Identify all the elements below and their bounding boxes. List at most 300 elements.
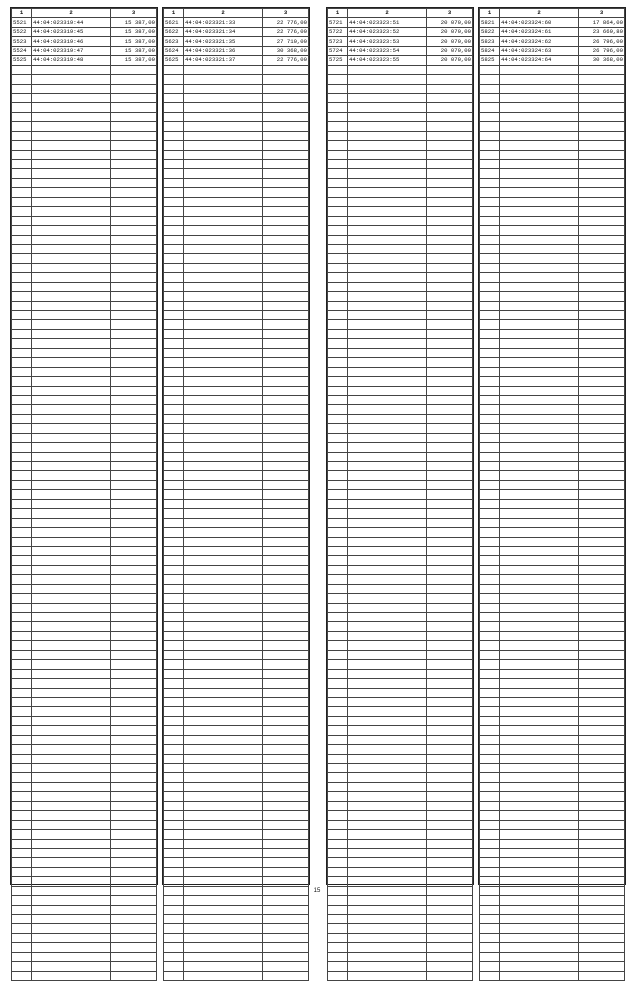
value-cell (427, 660, 473, 669)
register-column-3 (326, 7, 474, 885)
row-number-cell (12, 443, 32, 452)
row-number-cell (164, 782, 184, 791)
cadastral-number-cell (32, 65, 111, 74)
row-number-cell (328, 178, 348, 187)
cadastral-number-cell (184, 782, 263, 791)
cadastral-number-cell (184, 745, 263, 754)
value-cell (579, 480, 625, 489)
table-row (12, 188, 157, 197)
row-number-cell (480, 339, 500, 348)
cadastral-number-cell (32, 933, 111, 942)
value-cell (579, 905, 625, 914)
row-number-cell (328, 197, 348, 206)
table-row (164, 433, 309, 442)
table-row (164, 971, 309, 980)
cadastral-number-cell (500, 480, 579, 489)
cadastral-number-cell (32, 528, 111, 537)
cadastral-number-cell (32, 858, 111, 867)
value-cell (579, 603, 625, 612)
table-row (164, 679, 309, 688)
row-number-cell (328, 726, 348, 735)
row-number-cell (480, 112, 500, 121)
cadastral-number-cell (348, 764, 427, 773)
table-row (480, 556, 625, 565)
value-cell (263, 528, 309, 537)
row-number-cell (12, 112, 32, 121)
table-row (164, 84, 309, 93)
cadastral-number-cell (348, 905, 427, 914)
cadastral-number-cell (348, 188, 427, 197)
cadastral-number-cell (500, 735, 579, 744)
row-number-cell (328, 754, 348, 763)
value-cell: 22 776,00 (263, 56, 309, 65)
row-number-cell (164, 537, 184, 546)
value-cell (579, 273, 625, 282)
cadastral-number-cell (348, 745, 427, 754)
value-cell (111, 613, 157, 622)
row-number-cell (328, 263, 348, 272)
cadastral-number-cell (500, 395, 579, 404)
value-cell (427, 886, 473, 895)
table-row (480, 650, 625, 659)
value-cell (427, 848, 473, 857)
row-number-cell (164, 754, 184, 763)
table-row (328, 848, 473, 857)
value-cell (427, 311, 473, 320)
row-number-cell (164, 886, 184, 895)
table-row (12, 263, 157, 272)
table-row (164, 443, 309, 452)
cadastral-number-cell (32, 424, 111, 433)
cadastral-number-cell (500, 811, 579, 820)
cadastral-number-cell (348, 103, 427, 112)
cadastral-number-cell (184, 169, 263, 178)
row-number-cell (328, 235, 348, 244)
table-row (164, 915, 309, 924)
value-cell (579, 509, 625, 518)
table-row (328, 311, 473, 320)
table-row (12, 395, 157, 404)
table-row (328, 509, 473, 518)
header-row (164, 9, 309, 18)
cadastral-number-cell (348, 452, 427, 461)
value-cell (427, 584, 473, 593)
value-cell (427, 679, 473, 688)
value-cell (111, 735, 157, 744)
row-number-cell (12, 943, 32, 952)
row-number-cell (328, 556, 348, 565)
row-number-cell (164, 877, 184, 886)
row-number-cell (328, 830, 348, 839)
row-number-cell (328, 679, 348, 688)
cadastral-number-cell: 44:04:023324:62 (500, 37, 579, 46)
table-row (480, 641, 625, 650)
value-cell (579, 801, 625, 810)
table-row (12, 896, 157, 905)
cadastral-number-cell (184, 395, 263, 404)
row-number-cell (480, 575, 500, 584)
table-row (480, 471, 625, 480)
value-cell (579, 650, 625, 659)
table-row (480, 27, 625, 36)
register-column-table (163, 8, 309, 981)
row-number-cell (12, 726, 32, 735)
table-row (12, 358, 157, 367)
row-number-cell (164, 716, 184, 725)
cadastral-number-cell (500, 905, 579, 914)
value-cell (111, 84, 157, 93)
table-row (328, 792, 473, 801)
cadastral-number-cell (32, 131, 111, 140)
row-number-cell (12, 660, 32, 669)
row-number-cell (328, 886, 348, 895)
row-number-cell (480, 424, 500, 433)
value-cell (111, 462, 157, 471)
row-number-cell (328, 490, 348, 499)
value-cell (263, 263, 309, 272)
cadastral-number-cell (184, 131, 263, 140)
row-number-cell (164, 660, 184, 669)
table-row (12, 235, 157, 244)
table-row (12, 886, 157, 895)
table-row (480, 575, 625, 584)
value-cell (263, 358, 309, 367)
cadastral-number-cell (184, 141, 263, 150)
row-number-cell (164, 348, 184, 357)
row-number-cell (12, 197, 32, 206)
value-cell (579, 773, 625, 782)
row-number-cell: 5621 (164, 18, 184, 27)
cadastral-number-cell (348, 282, 427, 291)
table-row (328, 282, 473, 291)
table-row (328, 75, 473, 84)
cadastral-number-cell (32, 830, 111, 839)
value-cell (263, 707, 309, 716)
table-row (12, 433, 157, 442)
row-number-cell: 5521 (12, 18, 32, 27)
value-cell (263, 754, 309, 763)
value-cell (427, 273, 473, 282)
table-row (12, 490, 157, 499)
table-row (328, 858, 473, 867)
table-row (164, 27, 309, 36)
value-cell (579, 320, 625, 329)
row-number-cell (12, 452, 32, 461)
header-cell: 3 (263, 9, 309, 18)
table-row (328, 244, 473, 253)
table-row (164, 452, 309, 461)
cadastral-number-cell (348, 84, 427, 93)
table-row (164, 528, 309, 537)
cadastral-number-cell (184, 820, 263, 829)
row-number-cell (328, 801, 348, 810)
value-cell (263, 141, 309, 150)
register-column-table (11, 8, 157, 981)
table-row (12, 594, 157, 603)
table-row (12, 924, 157, 933)
table-row (328, 650, 473, 659)
value-cell (427, 575, 473, 584)
table-row (164, 367, 309, 376)
row-number-cell (480, 631, 500, 640)
value-cell (111, 386, 157, 395)
value-cell (111, 131, 157, 140)
cadastral-number-cell (32, 84, 111, 93)
cadastral-number-cell (184, 443, 263, 452)
table-row (480, 386, 625, 395)
cadastral-number-cell (32, 443, 111, 452)
row-number-cell (164, 848, 184, 857)
value-cell (427, 122, 473, 131)
table-row (12, 311, 157, 320)
table-row (12, 565, 157, 574)
row-number-cell (164, 518, 184, 527)
row-number-cell (12, 216, 32, 225)
row-number-cell (12, 971, 32, 980)
table-row (328, 348, 473, 357)
row-number-cell (328, 933, 348, 942)
value-cell: 15 387,00 (111, 37, 157, 46)
value-cell (427, 688, 473, 697)
value-cell (579, 490, 625, 499)
table-row (328, 207, 473, 216)
table-row (12, 27, 157, 36)
table-row (12, 603, 157, 612)
cadastral-number-cell (184, 518, 263, 527)
value-cell (579, 613, 625, 622)
cadastral-number-cell (500, 367, 579, 376)
value-cell (263, 716, 309, 725)
table-row (328, 367, 473, 376)
row-number-cell (480, 273, 500, 282)
row-number-cell (328, 282, 348, 291)
row-number-cell (328, 292, 348, 301)
row-number-cell (480, 93, 500, 102)
value-cell (579, 141, 625, 150)
row-number-cell (480, 395, 500, 404)
cadastral-number-cell (32, 75, 111, 84)
value-cell (579, 178, 625, 187)
row-number-cell (328, 320, 348, 329)
table-row (164, 943, 309, 952)
value-cell (111, 584, 157, 593)
cadastral-number-cell (500, 631, 579, 640)
row-number-cell (480, 669, 500, 678)
row-number-cell (328, 273, 348, 282)
row-number-cell (480, 792, 500, 801)
table-row (12, 75, 157, 84)
row-number-cell (12, 150, 32, 159)
cadastral-number-cell (348, 131, 427, 140)
table-row (480, 414, 625, 423)
row-number-cell (328, 537, 348, 546)
value-cell (263, 622, 309, 631)
table-row (480, 830, 625, 839)
row-number-cell (12, 348, 32, 357)
cadastral-number-cell (348, 726, 427, 735)
table-row (164, 131, 309, 140)
cadastral-number-cell (500, 962, 579, 971)
cadastral-number-cell (184, 452, 263, 461)
value-cell (111, 896, 157, 905)
row-number-cell (328, 971, 348, 980)
cadastral-number-cell (348, 75, 427, 84)
table-row (328, 462, 473, 471)
row-number-cell (164, 565, 184, 574)
value-cell (579, 915, 625, 924)
cadastral-number-cell (500, 584, 579, 593)
value-cell (427, 480, 473, 489)
row-number-cell (12, 188, 32, 197)
cadastral-number-cell (500, 84, 579, 93)
table-row (328, 518, 473, 527)
row-number-cell (480, 499, 500, 508)
row-number-cell (328, 75, 348, 84)
value-cell (427, 471, 473, 480)
table-row (12, 745, 157, 754)
value-cell (111, 320, 157, 329)
table-row (12, 726, 157, 735)
value-cell (427, 263, 473, 272)
table-row (328, 273, 473, 282)
row-number-cell (12, 735, 32, 744)
cadastral-number-cell (184, 565, 263, 574)
value-cell (579, 811, 625, 820)
cadastral-number-cell (32, 348, 111, 357)
table-row (480, 528, 625, 537)
row-number-cell (480, 320, 500, 329)
cadastral-number-cell (500, 386, 579, 395)
value-cell (427, 103, 473, 112)
cadastral-number-cell (184, 122, 263, 131)
table-row (164, 584, 309, 593)
cadastral-number-cell (32, 716, 111, 725)
table-row (164, 886, 309, 895)
row-number-cell (480, 613, 500, 622)
table-row (328, 830, 473, 839)
table-row (328, 329, 473, 338)
value-cell (263, 348, 309, 357)
value-cell (427, 839, 473, 848)
cadastral-number-cell (32, 93, 111, 102)
row-number-cell: 5724 (328, 46, 348, 55)
row-number-cell (328, 915, 348, 924)
table-row (328, 169, 473, 178)
row-number-cell (12, 952, 32, 961)
row-number-cell (480, 650, 500, 659)
row-number-cell (164, 188, 184, 197)
table-row (480, 320, 625, 329)
cadastral-number-cell (348, 414, 427, 423)
value-cell (111, 556, 157, 565)
table-row (164, 471, 309, 480)
value-cell (111, 235, 157, 244)
cadastral-number-cell: 44:04:023321:33 (184, 18, 263, 27)
row-number-cell (480, 556, 500, 565)
value-cell (263, 943, 309, 952)
row-number-cell: 5825 (480, 56, 500, 65)
row-number-cell (480, 244, 500, 253)
table-row (12, 820, 157, 829)
value-cell (579, 329, 625, 338)
row-number-cell (328, 896, 348, 905)
value-cell (427, 556, 473, 565)
cadastral-number-cell (32, 499, 111, 508)
row-number-cell (328, 160, 348, 169)
cadastral-number-cell (348, 490, 427, 499)
row-number-cell (12, 858, 32, 867)
table-row (328, 546, 473, 555)
cadastral-number-cell (32, 697, 111, 706)
value-cell (579, 377, 625, 386)
cadastral-number-cell (348, 311, 427, 320)
cadastral-number-cell (32, 216, 111, 225)
row-number-cell (164, 131, 184, 140)
table-row (480, 877, 625, 886)
value-cell (263, 395, 309, 404)
row-number-cell (164, 613, 184, 622)
value-cell (579, 886, 625, 895)
row-number-cell (164, 650, 184, 659)
cadastral-number-cell (184, 311, 263, 320)
cadastral-number-cell (348, 235, 427, 244)
table-row (12, 773, 157, 782)
row-number-cell (328, 377, 348, 386)
value-cell (579, 858, 625, 867)
table-row (12, 84, 157, 93)
table-row (328, 141, 473, 150)
row-number-cell (328, 405, 348, 414)
table-row (480, 631, 625, 640)
value-cell (263, 443, 309, 452)
row-number-cell (480, 830, 500, 839)
value-cell (579, 112, 625, 121)
cadastral-number-cell (348, 641, 427, 650)
value-cell (111, 565, 157, 574)
value-cell (111, 244, 157, 253)
value-cell (427, 603, 473, 612)
cadastral-number-cell: 44:04:023323:55 (348, 56, 427, 65)
table-row (12, 216, 157, 225)
cadastral-number-cell (500, 509, 579, 518)
table-row (328, 131, 473, 140)
row-number-cell (480, 443, 500, 452)
row-number-cell (164, 471, 184, 480)
value-cell (111, 367, 157, 376)
row-number-cell (12, 367, 32, 376)
cadastral-number-cell (500, 641, 579, 650)
table-row (480, 282, 625, 291)
cadastral-number-cell: 44:04:023319:48 (32, 56, 111, 65)
value-cell (263, 292, 309, 301)
cadastral-number-cell (184, 160, 263, 169)
table-row (328, 716, 473, 725)
row-number-cell (164, 414, 184, 423)
cadastral-number-cell (32, 905, 111, 914)
value-cell (427, 924, 473, 933)
table-row (12, 631, 157, 640)
cadastral-number-cell (500, 754, 579, 763)
table-row (12, 839, 157, 848)
cadastral-number-cell (500, 226, 579, 235)
value-cell (427, 443, 473, 452)
row-number-cell (480, 905, 500, 914)
value-cell (111, 745, 157, 754)
cadastral-number-cell (500, 933, 579, 942)
row-number-cell (12, 773, 32, 782)
value-cell: 15 387,00 (111, 46, 157, 55)
cadastral-number-cell (32, 792, 111, 801)
